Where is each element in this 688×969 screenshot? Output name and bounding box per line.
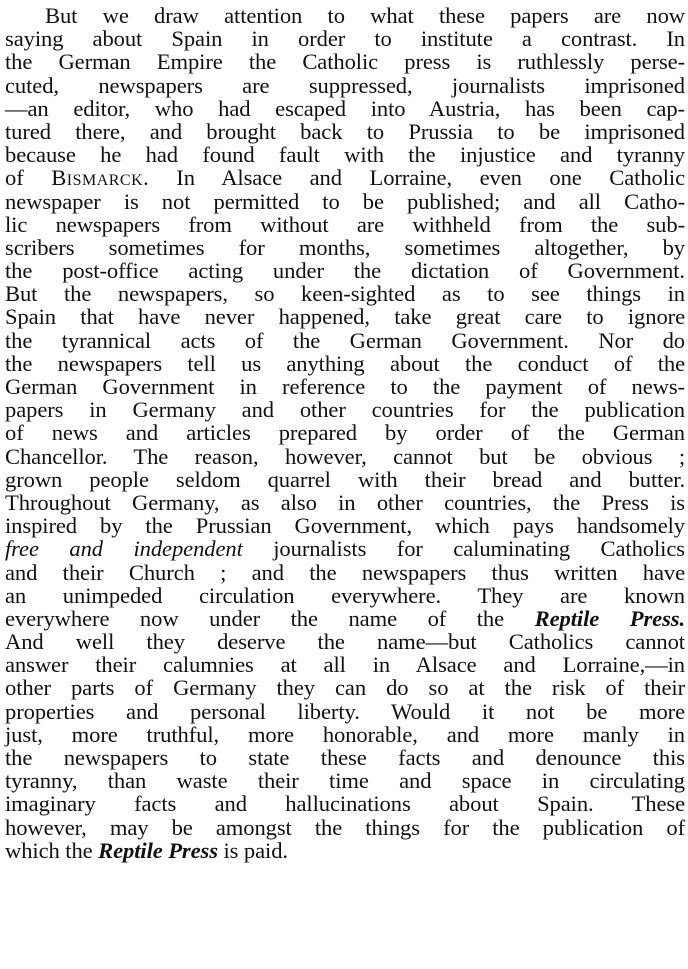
italic-phrase: Reptile Press. [534,605,685,631]
article-line: tured there, and brought back to Prussia to be imprisoned [5,118,685,144]
name-smallcaps: Bismarck [51,165,144,191]
article-line: German Government in reference to the payment of news- [5,374,685,399]
article-line: an unimpeded circulation everywhere. They are known [5,582,685,608]
article-line: And well they deserve the name—but Catholics cannot [5,629,685,655]
article-line: scribers sometimes for months, sometimes altogether, by [5,234,685,260]
article-line: properties and personal liberty. Would it not be more [5,698,685,724]
italic-phrase: Reptile Press [98,837,218,863]
article-line: —an editor, who had escaped into Austria, has been cap- [5,95,685,121]
line-text: of [5,165,52,191]
italic-phrase: free and independent [5,536,243,562]
article-line [5,839,685,862]
article-line: papers in Germany and other countries for the publication [5,397,685,423]
line-text: journalists for caluminating Catholics [242,536,685,562]
article-line [5,537,685,560]
article-line: tyranny, than waste their time and space in circulating [5,768,685,794]
line-text: everywhere now under the name of the [5,605,535,631]
article-line: saying about Spain in order to institute a contrast. In [5,26,685,52]
article-line: But the newspapers, so keen-sighted as to see things in [5,281,685,307]
article-line: the tyrannical acts of the German Government. Nor do [5,327,685,353]
article-line: however, may be amongst the things for the publication of [5,814,685,840]
article-line: because he had found fault with the injustice and tyranny [5,142,685,168]
article-line: Throughout Germany, as also in other countries, the Press is [5,489,685,515]
article-line: and their Church ; and the newspapers thus written have [5,559,685,585]
article-line: just, more truthful, more honorable, and more manly in [5,721,685,747]
article-line: Chancellor. The reason, however, cannot but be obvious ; [5,443,685,469]
line-text: is paid. [217,837,288,863]
article-line: newspaper is not permitted to be published; and all Catho- [5,188,685,214]
article-line: cuted, newspapers are suppressed, journalists imprisoned [5,72,685,98]
article-line: inspired by the Prussian Government, which pays handsomely [5,513,685,539]
article-line [5,166,685,189]
article-line: imaginary facts and hallucinations about Spain. These [5,791,685,817]
article-line: the newspapers tell us anything about the conduct of the [5,350,685,376]
article-line: the post-office acting under the dictation of Government. [5,258,685,284]
article-line: the German Empire the Catholic press is ruthlessly perse- [5,49,685,75]
article-line: answer their calumnies at all in Alsace and Lorraine,—in [5,652,685,678]
article-line: of news and articles prepared by order of the German [5,420,685,446]
article-line: Spain that have never happened, take great care to ignore [5,304,685,330]
line-text: . In Alsace and Lorraine, even one Catholic [143,165,686,191]
article-line: But we draw attention to what these papers are now [45,3,685,28]
article-line: grown people seldom quarrel with their bread and butter. [5,466,685,492]
line-text: which the [5,837,99,863]
article-column [5,4,685,862]
article-line: lic newspapers from without are withheld from the sub- [5,211,685,237]
article-line: other parts of Germany they can do so at the risk of their [5,675,685,701]
article-line [5,607,685,630]
article-line: the newspapers to state these facts and denounce this [5,745,685,770]
